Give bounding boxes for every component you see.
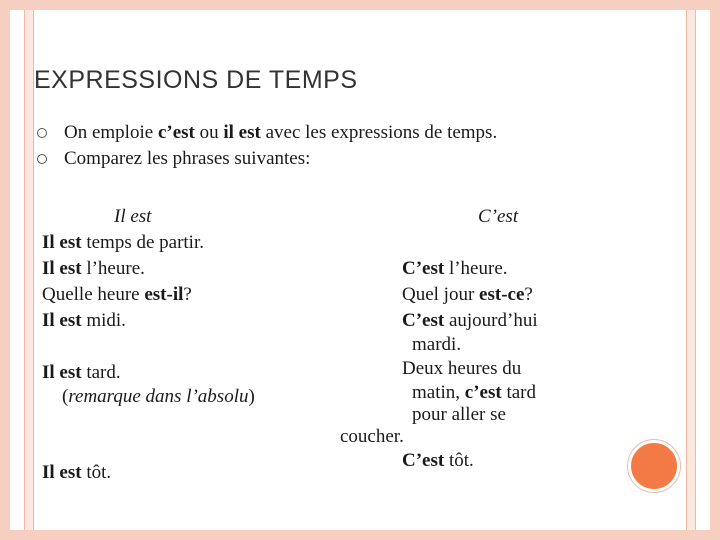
right-heading: C’est [478, 206, 519, 227]
left-line-4: Il est midi. [42, 310, 126, 331]
right-line-2: Quel jour est-ce? [402, 284, 533, 305]
left-line-5: Il est tard. [42, 362, 121, 383]
right-line-4c: pour aller se [412, 404, 506, 425]
bullet-item-1: On emploie c’est ou il est avec les expressions de temps. [34, 120, 497, 146]
left-column [42, 204, 255, 486]
slide-title: EXPRESSIONS DE TEMPS [34, 66, 358, 94]
left-line-6: (remarque dans l’absolu) [62, 386, 255, 407]
right-line-3: C’est aujourd’hui [402, 310, 538, 331]
right-decorative-rail [686, 10, 696, 530]
right-line-1: C’est l’heure. [402, 258, 508, 279]
right-line-4d: coucher. [340, 426, 404, 447]
bullet-item-2: Comparez les phrases suivantes: [34, 146, 497, 172]
bullet-list [34, 120, 497, 172]
right-spacer [340, 230, 538, 256]
left-heading: Il est [114, 206, 152, 227]
orange-circle-decoration [628, 440, 680, 492]
left-line-2: Il est l’heure. [42, 258, 145, 279]
right-line-4: Deux heures du [402, 358, 522, 379]
left-decorative-rail [24, 10, 34, 530]
right-line-4b: matin, c’est tard [412, 382, 536, 403]
bullet-ring-icon [37, 154, 47, 164]
right-column [340, 204, 538, 474]
left-spacer [42, 334, 255, 360]
left-line-3: Quelle heure est-il? [42, 284, 192, 305]
left-line-1: Il est temps de partir. [42, 232, 204, 253]
right-line-3b: mardi. [412, 334, 462, 355]
right-line-5: C’est tôt. [402, 450, 474, 471]
bullet-ring-icon [37, 128, 47, 138]
left-line-7: Il est tôt. [42, 462, 112, 483]
left-spacer-2 [42, 408, 255, 460]
